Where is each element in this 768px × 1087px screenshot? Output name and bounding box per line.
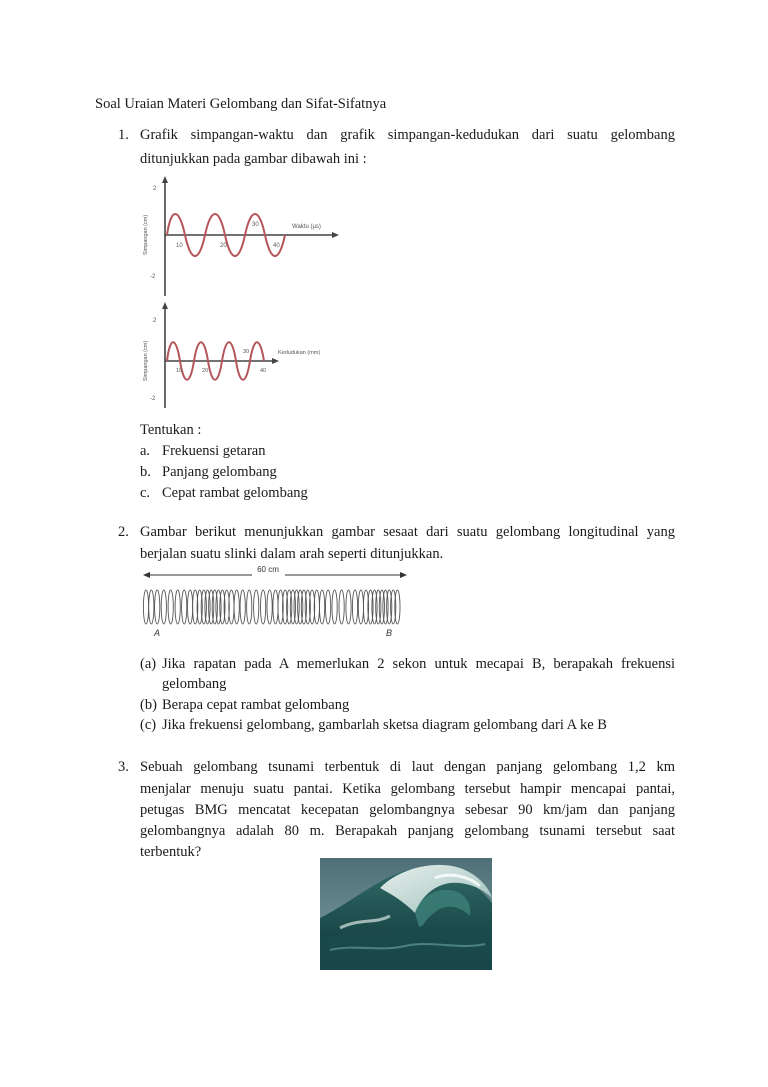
tsunami-wave-image <box>320 858 492 970</box>
q2-item-b-text: Berapa cepat rambat gelombang <box>162 697 350 713</box>
graph1-ylabel: Simpangan (cm) <box>143 214 149 256</box>
slinky-coil <box>326 590 331 624</box>
q2-text-line2: berjalan suatu slinki dalam arah seperti ditunjukkan. <box>140 546 444 562</box>
graph2-xtick-30: 30 <box>243 349 250 355</box>
graph2-xtick-40: 40 <box>260 368 267 374</box>
slinky-coil <box>188 590 193 624</box>
q3-number: 3. <box>118 759 129 775</box>
q2-item-c-text: Jika frekuensi gelombang, gambarlah sketsa diagram gelombang dari A ke B <box>162 717 607 733</box>
slinky-coil <box>168 590 173 624</box>
slinky-figure <box>140 563 412 641</box>
slinky-coil <box>261 590 266 624</box>
slinky-coil <box>143 590 148 624</box>
graph1-xtick-30: 30 <box>252 222 259 228</box>
graph1-y-arrow <box>162 176 168 183</box>
q1-item-a-label: a. <box>140 443 151 459</box>
q3-text-line1: Sebuah gelombang tsunami terbentuk di laut dengan panjang gelombang 1,2 km <box>140 759 675 775</box>
slinky-coil <box>332 590 337 624</box>
q2-item-a-label: (a) <box>140 656 157 672</box>
q1-text-line2: ditunjukkan pada gambar dibawah ini : <box>140 151 367 167</box>
graph1-ytick-top: 2 <box>153 186 157 192</box>
slinky-coils <box>143 590 400 624</box>
slinky-coil <box>273 590 278 624</box>
q1-item-c-text: Cepat rambat gelombang <box>162 485 308 501</box>
slinky-coil <box>339 590 344 624</box>
graph1-xtick-40: 40 <box>273 243 280 249</box>
q1-text-line1: Grafik simpangan-waktu dan grafik simpangan-kedudukan dari suatu gelombang <box>140 127 675 143</box>
slinky-coil <box>267 590 272 624</box>
slinky-label-a: A <box>154 628 161 638</box>
graph2-x-arrow <box>272 358 279 364</box>
graph1-x-arrow <box>332 232 339 238</box>
slinky-coil <box>254 590 259 624</box>
graph1-xtick-20: 20 <box>220 243 227 249</box>
q1-tentukan: Tentukan : <box>140 422 202 438</box>
graph2-ytick-bottom: -2 <box>150 396 156 402</box>
q2-item-a-line1: Jika rapatan pada A memerlukan 2 sekon untuk mecapai B, berapakah frekuensi <box>162 656 675 672</box>
graph2-xlabel: Kedudukan (mm) <box>278 350 321 356</box>
slinky-coil <box>352 590 357 624</box>
graph2-ylabel: Simpangan (cm) <box>143 340 149 382</box>
q3-text-line5: terbentuk? <box>140 844 202 860</box>
slinky-coil <box>240 590 245 624</box>
q1-item-a-text: Frekuensi getaran <box>162 443 266 459</box>
graph-displacement-position <box>140 302 340 410</box>
q3-text-line4: gelombangnya adalah 80 m. Berapakah panjang gelombang tsunami tersebut saat <box>140 823 675 839</box>
slinky-coil <box>247 590 252 624</box>
graph1-ytick-bottom: -2 <box>150 274 156 280</box>
slinky-coil <box>358 590 363 624</box>
graph-displacement-time <box>140 176 340 298</box>
slinky-coil <box>155 590 160 624</box>
slinky-coil <box>346 590 351 624</box>
graph2-xtick-10: 10 <box>176 368 183 374</box>
slinky-arrow-left-head <box>143 572 150 578</box>
q2-text-line1: Gambar berikut menunjukkan gambar sesaat dari suatu gelombang longitudinal yang <box>140 524 675 540</box>
graph1-xtick-10: 10 <box>176 243 183 249</box>
q1-item-c-label: c. <box>140 485 151 501</box>
slinky-coil <box>182 590 187 624</box>
graph2-y-arrow <box>162 302 168 309</box>
q2-number: 2. <box>118 524 129 540</box>
graph1-xlabel: Waktu (µs) <box>292 224 321 230</box>
graph2-ytick-top: 2 <box>153 318 157 324</box>
slinky-coil <box>175 590 180 624</box>
q2-item-b-label: (b) <box>140 697 157 713</box>
slinky-coil <box>161 590 166 624</box>
slinky-label-b: B <box>386 628 393 638</box>
q2-item-a-line2: gelombang <box>162 676 227 692</box>
q1-item-b-text: Panjang gelombang <box>162 464 277 480</box>
slinky-length-label: 60 cm <box>257 565 279 574</box>
document-title: Soal Uraian Materi Gelombang dan Sifat-Sifatnya <box>95 96 387 112</box>
slinky-coil <box>149 590 154 624</box>
q1-number: 1. <box>118 127 129 143</box>
slinky-coil <box>320 590 325 624</box>
q3-text-line3: petugas BMG mencatat kecepatan gelombangnya sebesar 90 km/jam dan panjang <box>140 802 675 818</box>
graph2-xtick-20: 20 <box>202 368 209 374</box>
q1-item-b-label: b. <box>140 464 151 480</box>
slinky-coil <box>234 590 239 624</box>
slinky-arrow-right-head <box>400 572 407 578</box>
q3-text-line2: menjalar menuju suatu pantai. Ketika gelombang tersebut hampir mencapai pantai, <box>140 781 675 797</box>
q2-item-c-label: (c) <box>140 717 157 733</box>
